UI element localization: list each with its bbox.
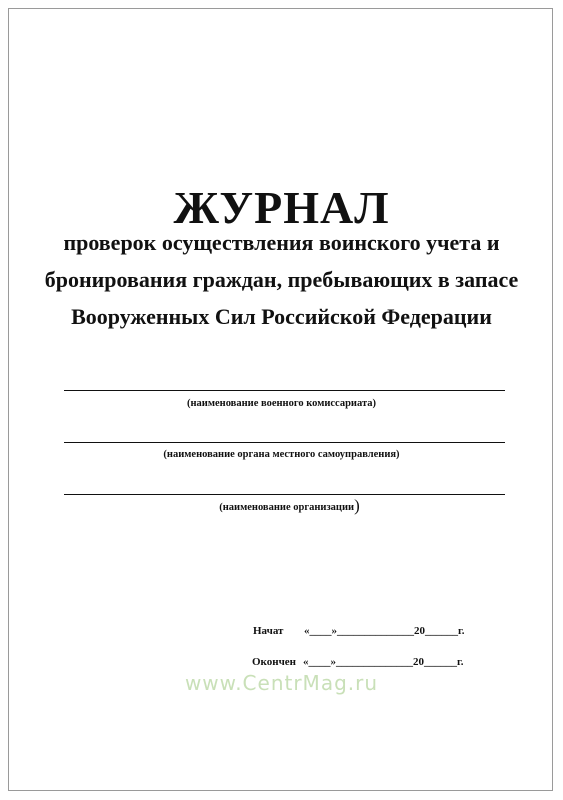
military-commissariat-caption: (наименование военного комиссариата) bbox=[186, 398, 376, 409]
watermark-text: www.CentrMag.ru bbox=[184, 671, 379, 695]
document-title: ЖУРНАЛ bbox=[173, 182, 390, 233]
military-commissariat-fill-line bbox=[64, 390, 505, 391]
start-date-field: «____»______________20______г. bbox=[304, 625, 465, 637]
subtitle-line-2: бронирования граждан, пребывающих в запасе bbox=[44, 267, 519, 292]
organization-caption-paren: ) bbox=[354, 496, 360, 515]
end-date-label: Окончен bbox=[252, 656, 297, 668]
organization-caption-wrapper bbox=[8, 496, 563, 515]
organization-caption: (наименование организации bbox=[219, 502, 355, 513]
subtitle-line-3: Вооруженных Сил Российской Федерации bbox=[71, 304, 492, 329]
start-date-label: Начат bbox=[253, 625, 284, 637]
local-government-fill-line bbox=[64, 442, 505, 443]
local-government-caption: (наименование органа местного самоуправления) bbox=[163, 449, 400, 460]
end-date-field: «____»______________20______г. bbox=[303, 656, 464, 668]
subtitle-line-1: проверок осуществления воинского учета и bbox=[63, 230, 500, 255]
organization-fill-line bbox=[64, 494, 505, 495]
